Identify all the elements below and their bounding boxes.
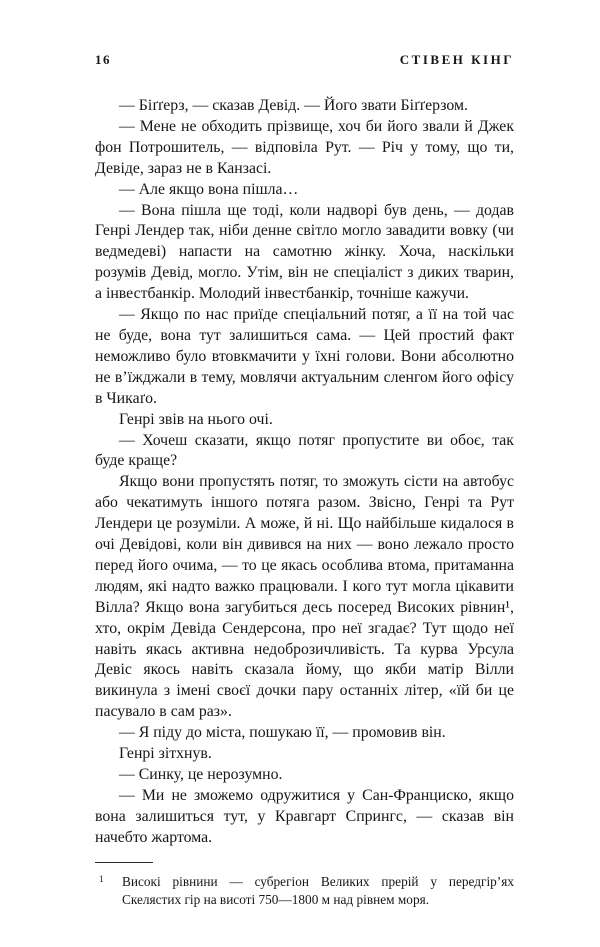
paragraph: — Але якщо вона пішла…: [119, 180, 299, 198]
paragraph: — Вона пішла ще тоді, коли надворі був день, — додав Генрі Лендер так, ніби денне світло могло завадити вовку (чи ведмедеві) напасти на самотню жінку. Хоча, наскільки розумів Девід, могло. Утім, він не спеціаліст з диких тварин, а інвестбанкір. Молодий інвестбанкір, точніше кажучи.: [95, 201, 514, 303]
page-number: 16: [95, 52, 111, 67]
footnote-text: Високі рівнини — субрегіон Великих прерій у передгір’ях Скелястих гір на висоті 750—1800 м над рівнем моря.: [122, 873, 514, 908]
paragraph: — Синку, це нерозумно.: [119, 766, 283, 783]
footnote-divider: [95, 862, 153, 863]
paragraph: Генрі звів на нього очі.: [119, 410, 273, 428]
paragraph: — Якщо по нас приїде спеціальний потяг, а її на той час не буде, вона тут залишиться сама. — Цей простий факт неможливо було втовкмачити у їхні голови. Вони абсолютно не в’їжджали в тему, мовлячи актуальним сленгом його офісу в Чикаґо.: [95, 306, 514, 407]
paragraph: Генрі зітхнув.: [119, 745, 212, 763]
paragraph: — Мене не обходить прізвище, хоч би його звали й Джек фон Потрошитель, — відповіла Рут. — Річ у тому, що ти, Девіде, зараз не в Канзасі.: [95, 117, 514, 177]
footnote-area: [95, 862, 514, 910]
paragraph: — Хочеш сказати, якщо потяг пропустите ви обоє, так буде краще?: [95, 431, 514, 470]
paragraph: — Ми не зможемо одружитися у Сан-Франциско, якщо вона залишиться тут, у Кравгарт Спрингс, — сказав він начебто жартома.: [95, 786, 514, 846]
running-title: СТІВЕН КІНГ: [399, 52, 514, 67]
paragraph: — Я піду до міста, пошукаю її, — промовив він.: [119, 724, 446, 742]
body-text: [95, 96, 514, 849]
page-header: [95, 52, 514, 68]
footnote-marker: 1: [99, 874, 104, 885]
paragraph: — Біґґерз, — сказав Девід. — Його звати Біґґерзом.: [119, 97, 468, 114]
paragraph: Якщо вони пропустять потяг, то зможуть сісти на автобус або чекатимуть іншого потяга разом. Звісно, Генрі та Рут Лендери це розуміли. А може, й ні. Що найбільше кидалося в очі Девідові, коли він дивився на них — воно лежало просто перед його очима, — то це якась особлива втома, притаманна людям, які надто важко працювали. І кого тут могла цікавити Вілла? Якщо вона загубиться десь посеред Високих рівнин¹, хто, окрім Девіда Сендерсона, про неї згадає? Тут щодо неї навіть якась активна недоброзичливість. Та курва Урсула Девіс якось навіть сказала йому, що якби матір Вілли викинула з імені своєї дочки пару останніх літер, «їй би це пасувало в сам раз».: [95, 473, 514, 721]
footnote: [95, 873, 514, 910]
